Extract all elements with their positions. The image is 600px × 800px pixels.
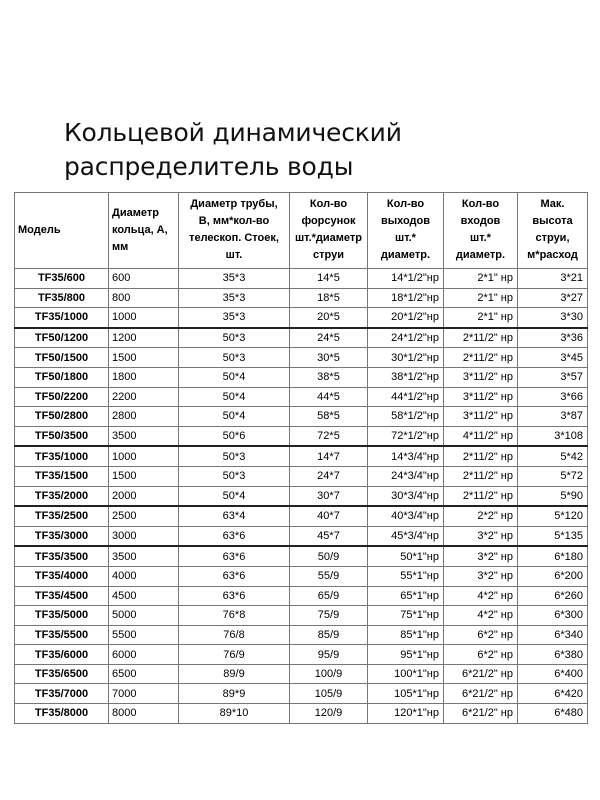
table-row bbox=[15, 566, 588, 586]
cell-model: TF35/600 bbox=[15, 269, 109, 289]
cell-model: TF35/1000 bbox=[15, 446, 109, 466]
cell-inlets: 6*21/2" нр bbox=[444, 664, 518, 684]
table-row bbox=[15, 269, 588, 289]
header-nozzles: Кол-во форсунок шт.*диаметр струи bbox=[290, 193, 368, 269]
cell-model: TF35/6000 bbox=[15, 645, 109, 665]
cell-model: TF35/1000 bbox=[15, 308, 109, 328]
cell-ring-diameter: 5500 bbox=[109, 625, 179, 645]
header-ring-diameter: Диаметр кольца, А, мм bbox=[109, 193, 179, 269]
cell-inlets: 2*1" нр bbox=[444, 269, 518, 289]
cell-max-height: 5*90 bbox=[518, 486, 588, 506]
cell-max-height: 3*27 bbox=[518, 288, 588, 308]
table-row bbox=[15, 506, 588, 526]
header-model: Модель bbox=[15, 193, 109, 269]
table-row bbox=[15, 606, 588, 626]
cell-inlets: 2*11/2" нр bbox=[444, 466, 518, 486]
cell-outlets: 50*1"нр bbox=[368, 546, 444, 566]
cell-outlets: 40*3/4"нр bbox=[368, 506, 444, 526]
cell-model: TF35/5000 bbox=[15, 606, 109, 626]
cell-outlets: 18*1/2"нр bbox=[368, 288, 444, 308]
cell-pipe-diameter: 50*3 bbox=[179, 348, 290, 368]
cell-outlets: 20*1/2"нр bbox=[368, 308, 444, 328]
cell-pipe-diameter: 89/9 bbox=[179, 664, 290, 684]
title-line-2: распределитель воды bbox=[64, 152, 354, 181]
table-row bbox=[15, 308, 588, 328]
cell-outlets: 105*1"нр bbox=[368, 684, 444, 704]
cell-ring-diameter: 2800 bbox=[109, 407, 179, 427]
table-row bbox=[15, 586, 588, 606]
cell-max-height: 3*87 bbox=[518, 407, 588, 427]
cell-model: TF35/6500 bbox=[15, 664, 109, 684]
cell-ring-diameter: 3500 bbox=[109, 546, 179, 566]
cell-inlets: 6*2" нр bbox=[444, 625, 518, 645]
cell-inlets: 2*11/2" нр bbox=[444, 446, 518, 466]
cell-model: TF35/2500 bbox=[15, 506, 109, 526]
table-row bbox=[15, 367, 588, 387]
cell-inlets: 6*21/2" нр bbox=[444, 684, 518, 704]
cell-model: TF35/4500 bbox=[15, 586, 109, 606]
cell-pipe-diameter: 50*4 bbox=[179, 387, 290, 407]
cell-nozzles: 24*7 bbox=[290, 466, 368, 486]
cell-nozzles: 20*5 bbox=[290, 308, 368, 328]
cell-outlets: 14*1/2"нр bbox=[368, 269, 444, 289]
cell-nozzles: 45*7 bbox=[290, 526, 368, 546]
cell-max-height: 6*180 bbox=[518, 546, 588, 566]
table-row bbox=[15, 387, 588, 407]
cell-pipe-diameter: 50*4 bbox=[179, 486, 290, 506]
table-row bbox=[15, 288, 588, 308]
table-row bbox=[15, 664, 588, 684]
cell-model: TF35/8000 bbox=[15, 704, 109, 724]
cell-pipe-diameter: 35*3 bbox=[179, 288, 290, 308]
cell-inlets: 2*2" нр bbox=[444, 506, 518, 526]
cell-outlets: 30*3/4"нр bbox=[368, 486, 444, 506]
cell-model: TF50/3500 bbox=[15, 426, 109, 446]
cell-ring-diameter: 5000 bbox=[109, 606, 179, 626]
cell-ring-diameter: 8000 bbox=[109, 704, 179, 724]
cell-nozzles: 105/9 bbox=[290, 684, 368, 704]
cell-outlets: 58*1/2"нр bbox=[368, 407, 444, 427]
cell-model: TF35/5500 bbox=[15, 625, 109, 645]
cell-max-height: 3*45 bbox=[518, 348, 588, 368]
cell-inlets: 6*21/2" нр bbox=[444, 704, 518, 724]
header-pipe-diameter: Диаметр трубы, В, мм*кол-во телескоп. Стоек, шт. bbox=[179, 193, 290, 269]
cell-max-height: 5*72 bbox=[518, 466, 588, 486]
cell-nozzles: 14*5 bbox=[290, 269, 368, 289]
cell-pipe-diameter: 76/8 bbox=[179, 625, 290, 645]
cell-inlets: 2*1" нр bbox=[444, 308, 518, 328]
cell-model: TF35/7000 bbox=[15, 684, 109, 704]
cell-max-height: 6*480 bbox=[518, 704, 588, 724]
cell-max-height: 6*340 bbox=[518, 625, 588, 645]
cell-outlets: 38*1/2"нр bbox=[368, 367, 444, 387]
table-row bbox=[15, 407, 588, 427]
cell-pipe-diameter: 63*6 bbox=[179, 586, 290, 606]
cell-max-height: 5*135 bbox=[518, 526, 588, 546]
cell-outlets: 55*1"нр bbox=[368, 566, 444, 586]
cell-max-height: 3*30 bbox=[518, 308, 588, 328]
cell-nozzles: 65/9 bbox=[290, 586, 368, 606]
cell-pipe-diameter: 63*4 bbox=[179, 506, 290, 526]
cell-model: TF35/4000 bbox=[15, 566, 109, 586]
cell-ring-diameter: 1000 bbox=[109, 308, 179, 328]
cell-outlets: 120*1"нр bbox=[368, 704, 444, 724]
cell-max-height: 5*120 bbox=[518, 506, 588, 526]
cell-inlets: 3*2" нр bbox=[444, 546, 518, 566]
cell-model: TF35/1500 bbox=[15, 466, 109, 486]
table-row bbox=[15, 645, 588, 665]
cell-model: TF50/1500 bbox=[15, 348, 109, 368]
cell-ring-diameter: 1500 bbox=[109, 466, 179, 486]
cell-ring-diameter: 800 bbox=[109, 288, 179, 308]
cell-model: TF35/3500 bbox=[15, 546, 109, 566]
cell-outlets: 30*1/2"нр bbox=[368, 348, 444, 368]
cell-inlets: 4*2" нр bbox=[444, 606, 518, 626]
cell-outlets: 24*3/4"нр bbox=[368, 466, 444, 486]
cell-ring-diameter: 2000 bbox=[109, 486, 179, 506]
cell-nozzles: 100/9 bbox=[290, 664, 368, 684]
cell-pipe-diameter: 35*3 bbox=[179, 308, 290, 328]
cell-pipe-diameter: 35*3 bbox=[179, 269, 290, 289]
cell-inlets: 3*11/2" нр bbox=[444, 407, 518, 427]
cell-outlets: 44*1/2"нр bbox=[368, 387, 444, 407]
cell-ring-diameter: 4000 bbox=[109, 566, 179, 586]
cell-nozzles: 72*5 bbox=[290, 426, 368, 446]
cell-ring-diameter: 3500 bbox=[109, 426, 179, 446]
cell-ring-diameter: 600 bbox=[109, 269, 179, 289]
table-row bbox=[15, 684, 588, 704]
cell-model: TF35/3000 bbox=[15, 526, 109, 546]
cell-outlets: 85*1"нр bbox=[368, 625, 444, 645]
cell-nozzles: 55/9 bbox=[290, 566, 368, 586]
cell-nozzles: 38*5 bbox=[290, 367, 368, 387]
cell-inlets: 3*2" нр bbox=[444, 526, 518, 546]
cell-max-height: 3*21 bbox=[518, 269, 588, 289]
cell-pipe-diameter: 63*6 bbox=[179, 566, 290, 586]
cell-pipe-diameter: 50*4 bbox=[179, 407, 290, 427]
cell-pipe-diameter: 76*8 bbox=[179, 606, 290, 626]
cell-outlets: 45*3/4"нр bbox=[368, 526, 444, 546]
cell-nozzles: 95/9 bbox=[290, 645, 368, 665]
cell-outlets: 95*1"нр bbox=[368, 645, 444, 665]
cell-outlets: 65*1"нр bbox=[368, 586, 444, 606]
cell-outlets: 14*3/4"нр bbox=[368, 446, 444, 466]
cell-nozzles: 44*5 bbox=[290, 387, 368, 407]
cell-inlets: 2*1" нр bbox=[444, 288, 518, 308]
cell-outlets: 100*1"нр bbox=[368, 664, 444, 684]
cell-inlets: 3*11/2" нр bbox=[444, 367, 518, 387]
cell-nozzles: 14*7 bbox=[290, 446, 368, 466]
cell-max-height: 6*400 bbox=[518, 664, 588, 684]
cell-nozzles: 40*7 bbox=[290, 506, 368, 526]
cell-max-height: 5*42 bbox=[518, 446, 588, 466]
cell-max-height: 6*380 bbox=[518, 645, 588, 665]
cell-inlets: 2*11/2" нр bbox=[444, 486, 518, 506]
cell-ring-diameter: 3000 bbox=[109, 526, 179, 546]
cell-nozzles: 120/9 bbox=[290, 704, 368, 724]
cell-pipe-diameter: 50*3 bbox=[179, 328, 290, 348]
cell-inlets: 3*2" нр bbox=[444, 566, 518, 586]
cell-pipe-diameter: 50*4 bbox=[179, 367, 290, 387]
table-row bbox=[15, 328, 588, 348]
cell-pipe-diameter: 50*6 bbox=[179, 426, 290, 446]
spec-table bbox=[14, 192, 588, 724]
cell-pipe-diameter: 63*6 bbox=[179, 546, 290, 566]
cell-pipe-diameter: 89*10 bbox=[179, 704, 290, 724]
cell-ring-diameter: 6500 bbox=[109, 664, 179, 684]
cell-pipe-diameter: 50*3 bbox=[179, 466, 290, 486]
cell-ring-diameter: 2500 bbox=[109, 506, 179, 526]
cell-inlets: 4*2" нр bbox=[444, 586, 518, 606]
table-body bbox=[15, 269, 588, 724]
cell-pipe-diameter: 50*3 bbox=[179, 446, 290, 466]
cell-inlets: 4*11/2" нр bbox=[444, 426, 518, 446]
cell-max-height: 6*420 bbox=[518, 684, 588, 704]
cell-outlets: 72*1/2"нр bbox=[368, 426, 444, 446]
cell-ring-diameter: 4500 bbox=[109, 586, 179, 606]
page-title bbox=[64, 116, 402, 184]
cell-max-height: 6*260 bbox=[518, 586, 588, 606]
table-header-row bbox=[15, 193, 588, 269]
cell-max-height: 3*36 bbox=[518, 328, 588, 348]
cell-model: TF50/2200 bbox=[15, 387, 109, 407]
cell-ring-diameter: 7000 bbox=[109, 684, 179, 704]
cell-inlets: 6*2" нр bbox=[444, 645, 518, 665]
table-row bbox=[15, 625, 588, 645]
cell-max-height: 3*57 bbox=[518, 367, 588, 387]
table-row bbox=[15, 426, 588, 446]
cell-max-height: 6*300 bbox=[518, 606, 588, 626]
cell-pipe-diameter: 63*6 bbox=[179, 526, 290, 546]
cell-nozzles: 58*5 bbox=[290, 407, 368, 427]
cell-max-height: 6*200 bbox=[518, 566, 588, 586]
cell-ring-diameter: 1500 bbox=[109, 348, 179, 368]
cell-ring-diameter: 1200 bbox=[109, 328, 179, 348]
cell-nozzles: 75/9 bbox=[290, 606, 368, 626]
cell-outlets: 24*1/2"нр bbox=[368, 328, 444, 348]
header-inlets: Кол-во входов шт.* диаметр. bbox=[444, 193, 518, 269]
cell-pipe-diameter: 89*9 bbox=[179, 684, 290, 704]
cell-nozzles: 30*7 bbox=[290, 486, 368, 506]
cell-inlets: 3*11/2" нр bbox=[444, 387, 518, 407]
cell-nozzles: 85/9 bbox=[290, 625, 368, 645]
cell-max-height: 3*108 bbox=[518, 426, 588, 446]
title-line-1: Кольцевой динамический bbox=[64, 118, 402, 147]
cell-inlets: 2*11/2" нр bbox=[444, 348, 518, 368]
table-row bbox=[15, 704, 588, 724]
cell-model: TF35/2000 bbox=[15, 486, 109, 506]
cell-pipe-diameter: 76/9 bbox=[179, 645, 290, 665]
cell-ring-diameter: 1800 bbox=[109, 367, 179, 387]
cell-nozzles: 50/9 bbox=[290, 546, 368, 566]
cell-outlets: 75*1"нр bbox=[368, 606, 444, 626]
cell-nozzles: 24*5 bbox=[290, 328, 368, 348]
cell-nozzles: 30*5 bbox=[290, 348, 368, 368]
table-row bbox=[15, 546, 588, 566]
table-row bbox=[15, 446, 588, 466]
cell-model: TF50/1200 bbox=[15, 328, 109, 348]
cell-max-height: 3*66 bbox=[518, 387, 588, 407]
cell-ring-diameter: 1000 bbox=[109, 446, 179, 466]
cell-model: TF35/800 bbox=[15, 288, 109, 308]
header-max-height: Мак. высота струи, м*расход bbox=[518, 193, 588, 269]
header-outlets: Кол-во выходов шт.* диаметр. bbox=[368, 193, 444, 269]
cell-ring-diameter: 2200 bbox=[109, 387, 179, 407]
cell-inlets: 2*11/2" нр bbox=[444, 328, 518, 348]
cell-model: TF50/2800 bbox=[15, 407, 109, 427]
table-row bbox=[15, 466, 588, 486]
cell-model: TF50/1800 bbox=[15, 367, 109, 387]
cell-ring-diameter: 6000 bbox=[109, 645, 179, 665]
cell-nozzles: 18*5 bbox=[290, 288, 368, 308]
table-row bbox=[15, 486, 588, 506]
table-row bbox=[15, 526, 588, 546]
table-row bbox=[15, 348, 588, 368]
